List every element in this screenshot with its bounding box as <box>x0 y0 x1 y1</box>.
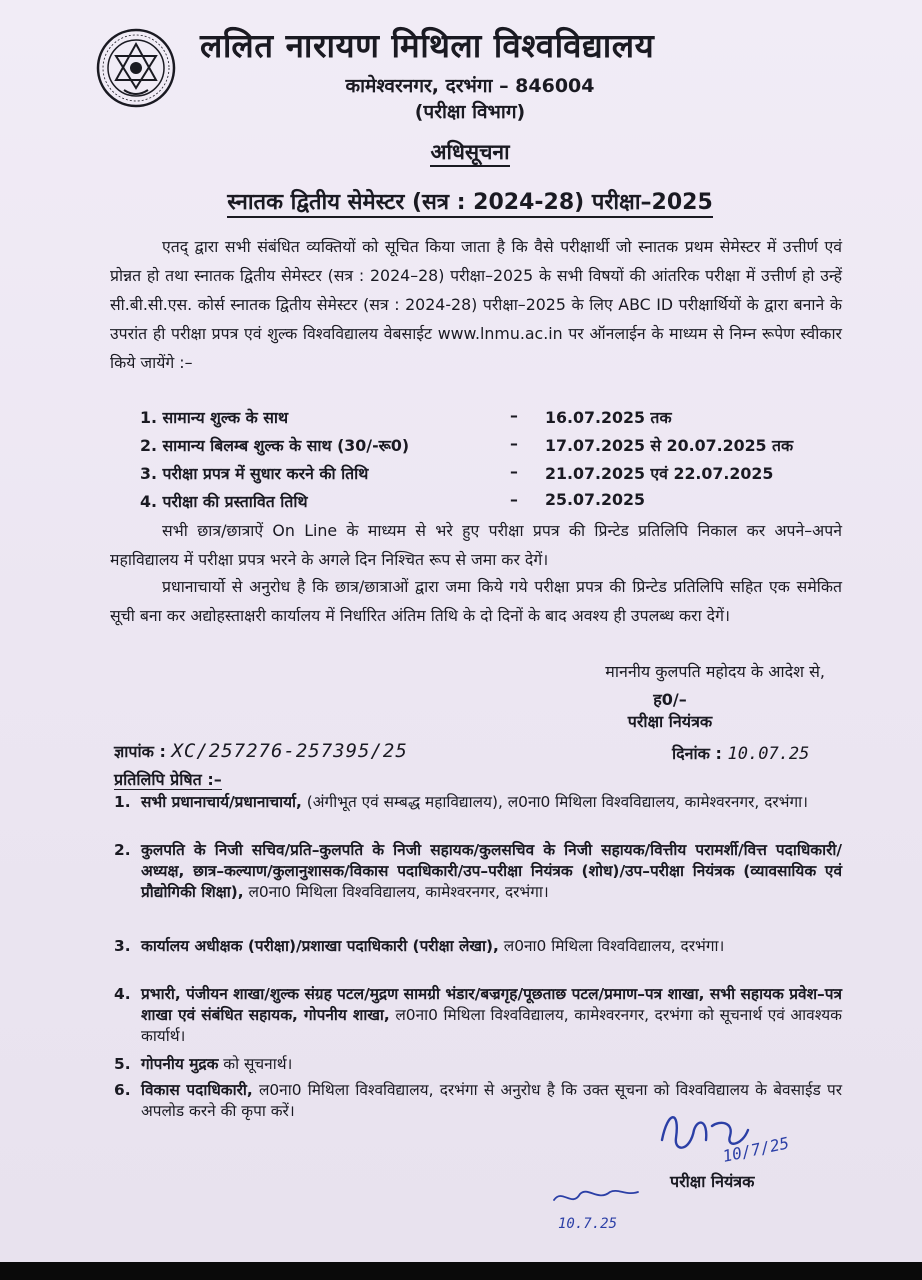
copy-item-text: ल0ना0 मिथिला विश्वविद्यालय, दरभंगा। <box>498 937 725 955</box>
memo-date-line <box>672 742 809 764</box>
copy-item-number: 1. <box>114 793 131 811</box>
schedule-separator: – <box>510 490 518 509</box>
copy-item-recipient: सभी प्रधानाचार्य/प्रधानाचार्या, <box>141 793 302 811</box>
copy-item-text: ल0ना0 मिथिला विश्वविद्यालय, दरभंगा से अनुरोध है कि उक्त सूचना को विश्वविद्यालय के बेवसाईड पर अपलोड करने की कृपा करें। <box>141 1081 842 1120</box>
memo-date: 10.07.25 <box>727 744 810 764</box>
schedule-separator: – <box>510 462 518 481</box>
department-name: (परीक्षा विभाग) <box>414 101 526 123</box>
copy-item-number: 4. <box>114 985 131 1003</box>
university-seal-icon <box>96 28 176 108</box>
footer-controller-designation: परीक्षा नियंत्रक <box>670 1172 755 1191</box>
copy-item-recipient: विकास पदाधिकारी, <box>141 1081 253 1099</box>
copy-item <box>114 1054 842 1075</box>
copy-item-number: 6. <box>114 1081 131 1099</box>
schedule-row <box>140 490 860 517</box>
copy-to-heading: प्रतिलिपि प्रेषित :– <box>114 770 222 789</box>
copy-item <box>114 792 842 813</box>
copy-item-text: ल0ना0 मिथिला विश्वविद्यालय, कामेश्वरनगर, दरभंगा। <box>243 883 549 901</box>
schedule-row <box>140 434 860 461</box>
copy-item-text: को सूचनार्थ। <box>218 1055 293 1073</box>
schedule-separator: – <box>510 406 518 425</box>
copy-item-number: 5. <box>114 1055 131 1073</box>
schedule-label: 2. सामान्य बिलम्ब शुल्क के साथ (30/-रू0) <box>140 436 410 455</box>
copy-item-text: (अंगीभूत एवं सम्बद्ध महाविद्यालय), ल0ना0 मिथिला विश्वविद्यालय, कामेश्वरनगर, दरभंगा। <box>301 793 808 811</box>
controller-designation: परीक्षा नियंत्रक <box>627 712 713 731</box>
notice-subject: स्नातक द्वितीय सेमेस्टर (सत्र : 2024-28) परीक्षा–2025 <box>150 186 790 216</box>
schedule-separator: – <box>510 434 518 453</box>
schedule-date: 25.07.2025 <box>545 490 645 509</box>
university-address: कामेश्वरनगर, दरभंगा – 846004 <box>345 75 595 97</box>
schedule-date: 21.07.2025 एवं 22.07.2025 <box>545 464 774 483</box>
signed-mark: ह0/– <box>653 690 687 709</box>
schedule-date: 16.07.2025 तक <box>545 408 672 427</box>
intro-paragraph: एतद् द्वारा सभी संबंधित व्यक्तियों को सूचित किया जाता है कि वैसे परीक्षार्थी जो स्नातक प्रथम सेमेस्टर में उत्तीर्ण एवं प्रोन्नत हो तथा स्नातक द्वितीय सेमेस्टर (सत्र : 2024–28) परीक्षा–2025 के सभी विषयों की आंतरिक परीक्षा में उत्तीर्ण हो उन्हें सी.बी.सी.एस. कोर्स स्नातक द्वितीय सेमेस्टर (सत्र : 2024-28) परीक्षा–2025 के लिए ABC ID परीक्षार्थियों के द्वारा बनाने के उपरांत ही परीक्षा प्रपत्र एवं शुल्क विश्वविद्यालय वेबसाईट www.lnmu.ac.in पर ऑनलाईन के माध्यम से निम्न रूपेण स्वीकार किये जायेंगे :– <box>110 237 842 372</box>
signature-date: 10/7/25 <box>720 1133 791 1166</box>
schedule-label: 4. परीक्षा की प्रस्तावित तिथि <box>140 492 308 511</box>
handwritten-initials <box>548 1178 668 1238</box>
copy-item <box>114 840 842 903</box>
copy-item <box>114 984 842 1047</box>
schedule-row <box>140 462 860 489</box>
copy-item-recipient: गोपनीय मुद्रक <box>141 1055 219 1073</box>
principal-request-paragraph: प्रधानाचार्यो से अनुरोध है कि छात्र/छात्राओं द्वारा जमा किये गये परीक्षा प्रपत्र की प्रिन्टेड प्रतिलिपि सहित एक समेकित सूची बना कर अद्योहस्ताक्षरी कार्यालय में निर्धारित अंतिम तिथि के दो दिनों के बाद अवश्य ही उपलब्ध करा देगें। <box>110 577 842 625</box>
initials-date: 10.7.25 <box>558 1216 618 1232</box>
memo-date-label: दिनांक : <box>672 744 722 763</box>
memo-label: ज्ञापांक : <box>114 742 166 761</box>
handwritten-signature <box>650 1100 810 1170</box>
schedule-date: 17.07.2025 से 20.07.2025 तक <box>545 436 794 455</box>
order-line: माननीय कुलपति महोदय के आदेश से, <box>605 662 825 681</box>
memo-number: XC/257276-257395/25 <box>171 740 408 762</box>
copy-item-recipient: प्रभारी, पंजीयन शाखा/शुल्क संग्रह पटल/मुद्रण सामग्री भंडार/बज्रगृह/पूछताछ पटल/प्रमाण–पत्र शाखा, सभी सहायक प्रवेश–पत्र शाखा एवं संबंधित सहायक, गोपनीय शाखा, <box>141 985 842 1024</box>
copy-item-number: 3. <box>114 937 131 955</box>
online-instruction-paragraph: सभी छात्र/छात्राऐं On Line के माध्यम से भरे हुए परीक्षा प्रपत्र की प्रिन्टेड प्रतिलिपि निकाल कर अपने–अपने महाविद्यालय में परीक्षा प्रपत्र भरने के अगले दिन निश्चित रूप से जमा कर देगें। <box>110 521 842 569</box>
copy-item-recipient: कुलपति के निजी सचिव/प्रति–कुलपति के निजी सहायक/कुलसचिव के निजी सहायक/वित्तीय परामर्शी/वित्त पदाधिकारी/अध्यक्ष, छात्र–कल्याण/कुलानुशासक/विकास पदाधिकारी/उप–परीक्षा नियंत्रक (शोध)/उप–परीक्षा नियंत्रक (व्यावसायिक एवं प्रौद्योगिकी शिक्षा), <box>141 841 842 901</box>
university-name: ललित नारायण मिथिला विश्वविद्यालय <box>200 26 655 65</box>
schedule-row <box>140 406 860 433</box>
notice-title: अधिसूचना <box>300 138 640 166</box>
copy-item-number: 2. <box>114 841 131 859</box>
memo-number-line <box>114 740 408 762</box>
copy-item-text: ल0ना0 मिथिला विश्वविद्यालय, कामेश्वरनगर, दरभंगा को सूचनार्थ एवं आवश्यक कार्यार्थ। <box>141 1006 843 1045</box>
copy-item <box>114 936 842 957</box>
schedule-label: 1. सामान्य शुल्क के साथ <box>140 408 289 427</box>
schedule-label: 3. परीक्षा प्रपत्र में सुधार करने की तिथि <box>140 464 369 483</box>
copy-item-recipient: कार्यालय अधीक्षक (परीक्षा)/प्रशाखा पदाधिकारी (परीक्षा लेखा), <box>141 937 499 955</box>
